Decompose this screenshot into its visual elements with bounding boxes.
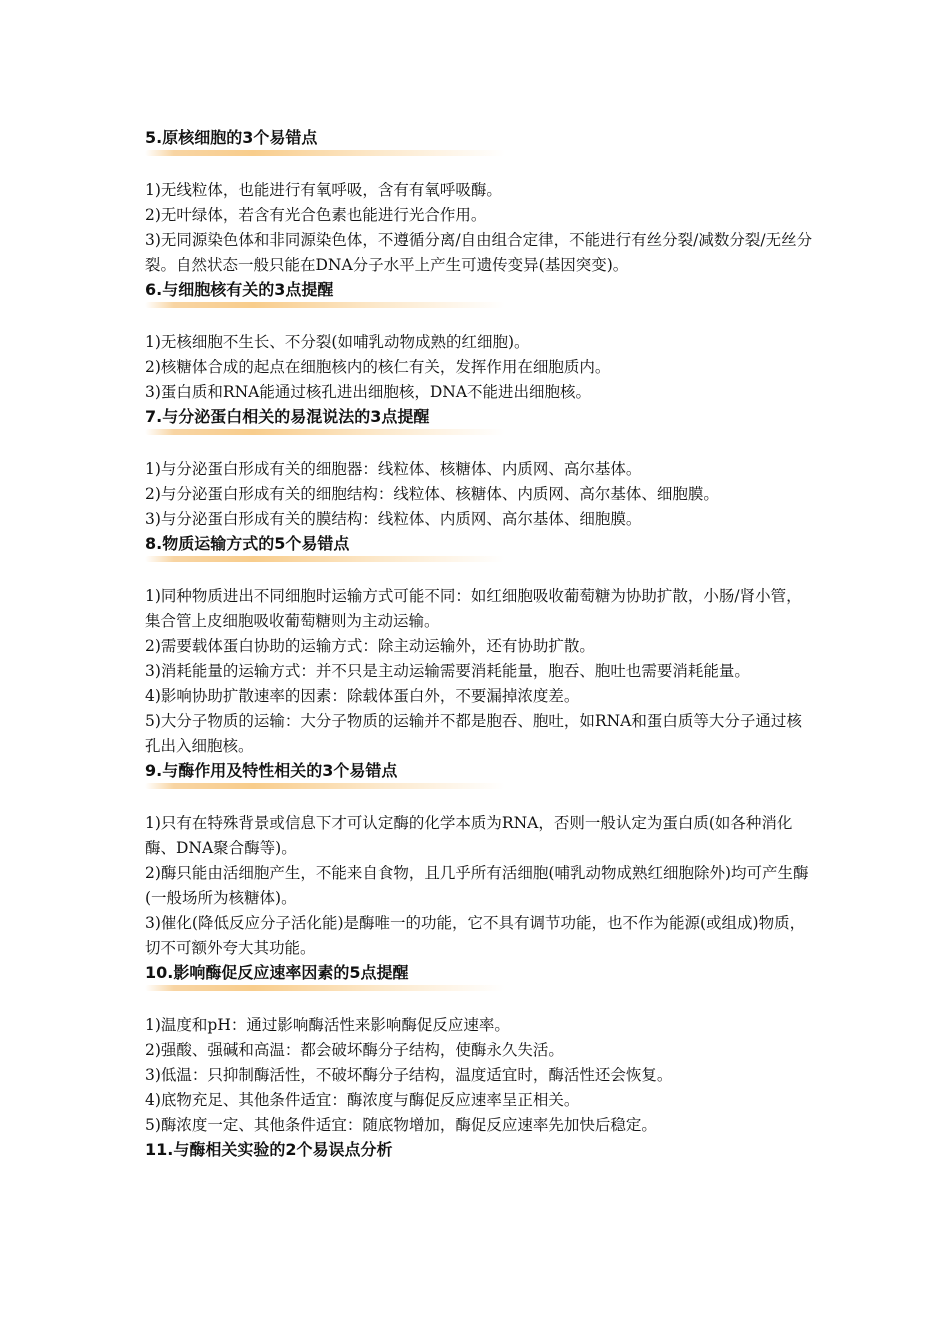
list-item: 3)消耗能量的运输方式：并不只是主动运输需要消耗能量，胞吞、胞吐也需要消耗能量。 <box>145 662 750 680</box>
item-list <box>145 584 815 759</box>
list-item: 2)无叶绿体，若含有光合色素也能进行光合作用。 <box>145 206 487 224</box>
list-item: 2)核糖体合成的起点在细胞核内的核仁有关，发挥作用在细胞质内。 <box>145 358 611 376</box>
list-item: 2)酶只能由活细胞产生，不能来自食物，且几乎所有活细胞(哺乳动物成熟红细胞除外)均可产生酶(一般场所为核糖体)。 <box>145 864 809 907</box>
section-7 <box>145 405 815 532</box>
section-heading: 10.影响酶促反应速率因素的5点提醒 <box>145 963 409 982</box>
heading-underline <box>145 985 505 991</box>
item-list <box>145 457 815 532</box>
list-item: 3)无同源染色体和非同源染色体，不遵循分离/自由组合定律，不能进行有丝分裂/减数分裂/无丝分裂。自然状态一般只能在DNA分子水平上产生可遗传变异(基因突变)。 <box>145 231 813 274</box>
section-heading: 9.与酶作用及特性相关的3个易错点 <box>145 761 398 780</box>
section-9 <box>145 759 815 961</box>
list-item: 2)强酸、强碱和高温：都会破坏酶分子结构，使酶永久失活。 <box>145 1041 564 1059</box>
list-item: 3)蛋白质和RNA能通过核孔进出细胞核，DNA不能进出细胞核。 <box>145 383 592 401</box>
section-8 <box>145 532 815 759</box>
list-item: 5)大分子物质的运输：大分子物质的运输并不都是胞吞、胞吐，如RNA和蛋白质等大分子通过核孔出入细胞核。 <box>145 712 802 755</box>
list-item: 3)低温：只抑制酶活性，不破坏酶分子结构，温度适宜时，酶活性还会恢复。 <box>145 1066 673 1084</box>
section-heading: 7.与分泌蛋白相关的易混说法的3点提醒 <box>145 407 430 426</box>
item-list <box>145 178 815 278</box>
heading-underline <box>145 783 505 789</box>
list-item: 1)无线粒体，也能进行有氧呼吸，含有有氧呼吸酶。 <box>145 181 502 199</box>
section-heading: 11.与酶相关实验的2个易误点分析 <box>145 1140 393 1159</box>
section-10 <box>145 961 815 1138</box>
list-item: 2)需要载体蛋白协助的运输方式：除主动运输外，还有协助扩散。 <box>145 637 595 655</box>
list-item: 1)只有在特殊背景或信息下才可认定酶的化学本质为RNA，否则一般认定为蛋白质(如各种消化酶、DNA聚合酶等)。 <box>145 814 793 857</box>
section-heading: 5.原核细胞的3个易错点 <box>145 128 318 147</box>
section-heading: 6.与细胞核有关的3点提醒 <box>145 280 334 299</box>
list-item: 1)无核细胞不生长、不分裂(如哺乳动物成熟的红细胞)。 <box>145 333 530 351</box>
list-item: 3)催化(降低反应分子活化能)是酶唯一的功能，它不具有调节功能，也不作为能源(或组成)物质，切不可额外夸大其功能。 <box>145 914 806 957</box>
list-item: 5)酶浓度一定、其他条件适宜：随底物增加，酶促反应速率先加快后稳定。 <box>145 1116 657 1134</box>
heading-underline <box>145 150 505 156</box>
heading-underline <box>145 556 505 562</box>
item-list <box>145 811 815 961</box>
list-item: 4)影响协助扩散速率的因素：除载体蛋白外，不要漏掉浓度差。 <box>145 687 580 705</box>
list-item: 1)与分泌蛋白形成有关的细胞器：线粒体、核糖体、内质网、高尔基体。 <box>145 460 642 478</box>
list-item: 2)与分泌蛋白形成有关的细胞结构：线粒体、核糖体、内质网、高尔基体、细胞膜。 <box>145 485 719 503</box>
list-item: 4)底物充足、其他条件适宜：酶浓度与酶促反应速率呈正相关。 <box>145 1091 580 1109</box>
list-item: 1)温度和pH：通过影响酶活性来影响酶促反应速率。 <box>145 1016 510 1034</box>
list-item: 3)与分泌蛋白形成有关的膜结构：线粒体、内质网、高尔基体、细胞膜。 <box>145 510 642 528</box>
section-6 <box>145 278 815 405</box>
section-11 <box>145 1138 815 1162</box>
document-body <box>145 126 815 1162</box>
section-5 <box>145 126 815 278</box>
item-list <box>145 1013 815 1138</box>
list-item: 1)同种物质进出不同细胞时运输方式可能不同：如红细胞吸收葡萄糖为协助扩散，小肠/肾小管，集合管上皮细胞吸收葡萄糖则为主动运输。 <box>145 587 802 630</box>
section-heading: 8.物质运输方式的5个易错点 <box>145 534 350 553</box>
heading-underline <box>145 429 505 435</box>
heading-underline <box>145 302 505 308</box>
item-list <box>145 330 815 405</box>
